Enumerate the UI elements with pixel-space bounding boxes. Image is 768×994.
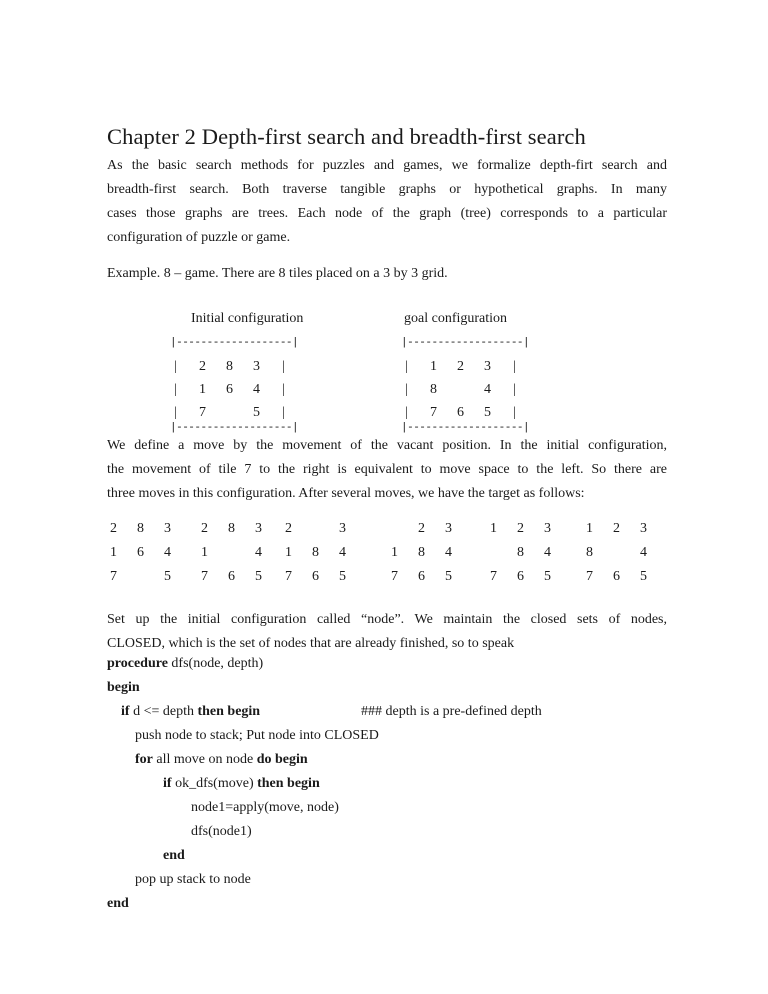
tile: 5 — [484, 405, 491, 420]
tile: 7 — [199, 405, 206, 420]
code-keyword: if — [121, 704, 130, 719]
grid-border-top: |-------------------| — [401, 337, 530, 349]
seq-tile: 6 — [312, 569, 319, 584]
intro-paragraph — [107, 154, 667, 250]
seq-tile: 5 — [544, 569, 551, 584]
seq-tile: 4 — [164, 545, 171, 560]
seq-tile: 2 — [201, 521, 208, 536]
seq-tile: 3 — [164, 521, 171, 536]
seq-tile: 8 — [517, 545, 524, 560]
grid-bar-right: | — [282, 382, 285, 397]
code-line — [163, 776, 320, 792]
code-line: pop up stack to node — [135, 872, 251, 887]
code-keyword: procedure — [107, 656, 168, 671]
move-paragraph — [107, 434, 667, 506]
code-keyword: then begin — [197, 704, 261, 719]
seq-tile: 1 — [110, 545, 117, 560]
seq-tile: 7 — [490, 569, 497, 584]
intro-line: breadth-first search. Both traverse tangible graphs or hypothetical graphs. In many — [107, 182, 667, 197]
seq-tile: 5 — [445, 569, 452, 584]
move-line: three moves in this configuration. After several moves, we have the target as follows: — [107, 486, 585, 501]
code-text: dfs(node, depth) — [167, 656, 264, 671]
seq-tile: 5 — [640, 569, 647, 584]
seq-tile: 2 — [613, 521, 620, 536]
code-line: node1=apply(move, node) — [191, 800, 339, 815]
tile: 6 — [226, 382, 233, 397]
tile: 2 — [457, 359, 464, 374]
seq-tile: 3 — [445, 521, 452, 536]
seq-tile: 4 — [255, 545, 262, 560]
seq-tile: 3 — [339, 521, 346, 536]
example-line: Example. 8 – game. There are 8 tiles placed on a 3 by 3 grid. — [107, 266, 448, 281]
grid-bar-left: | — [405, 359, 408, 374]
code-keyword: then begin — [257, 776, 320, 791]
seq-tile: 2 — [285, 521, 292, 536]
seq-tile: 7 — [285, 569, 292, 584]
code-line — [107, 656, 263, 672]
goal-config-label: goal configuration — [404, 311, 508, 326]
seq-tile: 1 — [391, 545, 398, 560]
intro-line: configuration of puzzle or game. — [107, 230, 291, 245]
seq-tile: 8 — [228, 521, 235, 536]
grid-bar-left: | — [405, 382, 408, 397]
tile: 1 — [199, 382, 206, 397]
code-keyword: do begin — [256, 752, 308, 767]
code-keyword: for — [135, 752, 153, 767]
seq-tile: 6 — [517, 569, 524, 584]
seq-tile: 8 — [137, 521, 144, 536]
seq-tile: 7 — [586, 569, 593, 584]
code-line: push node to stack; Put node into CLOSED — [135, 728, 379, 743]
grid-border-bottom: |-------------------| — [401, 422, 530, 434]
grid-bar-left: | — [405, 405, 408, 420]
seq-tile: 3 — [255, 521, 262, 536]
seq-tile: 8 — [312, 545, 319, 560]
seq-tile: 1 — [586, 521, 593, 536]
seq-tile: 6 — [228, 569, 235, 584]
grid-bar-right: | — [282, 359, 285, 374]
tile: 8 — [226, 359, 233, 374]
intro-line: cases those graphs are trees. Each node of the graph (tree) corresponds to a particular — [107, 206, 667, 221]
seq-tile: 1 — [285, 545, 292, 560]
code-text: ok_dfs(move) — [171, 776, 258, 791]
seq-tile: 2 — [517, 521, 524, 536]
seq-tile: 3 — [640, 521, 647, 536]
grid-bar-left: | — [174, 405, 177, 420]
tile: 2 — [199, 359, 206, 374]
setup-paragraph — [107, 608, 667, 656]
seq-tile: 6 — [613, 569, 620, 584]
seq-tile: 1 — [490, 521, 497, 536]
seq-tile: 2 — [110, 521, 117, 536]
code-text: all move on node — [152, 752, 257, 767]
code-keyword: end — [163, 848, 185, 863]
grid-bar-left: | — [174, 359, 177, 374]
code-keyword: end — [107, 896, 129, 911]
setup-line: CLOSED, which is the set of nodes that are already finished, so to speak — [107, 636, 515, 651]
seq-tile: 4 — [445, 545, 452, 560]
tile: 1 — [430, 359, 437, 374]
code-line — [107, 680, 140, 696]
grid-bar-right: | — [513, 405, 516, 420]
grid-border-bottom: |-------------------| — [170, 422, 299, 434]
seq-tile: 8 — [586, 545, 593, 560]
code-line: dfs(node1) — [191, 824, 252, 839]
intro-line: As the basic search methods for puzzles and games, we formalize depth-firt search and — [107, 158, 667, 173]
tile: 8 — [430, 382, 437, 397]
seq-tile: 4 — [544, 545, 551, 560]
tile: 7 — [430, 405, 437, 420]
move-line: the movement of tile 7 to the right is equivalent to move space to the left. So there are — [107, 462, 667, 477]
seq-tile: 5 — [164, 569, 171, 584]
grid-bar-left: | — [174, 382, 177, 397]
seq-tile: 1 — [201, 545, 208, 560]
code-keyword: begin — [107, 680, 140, 695]
tile: 4 — [484, 382, 491, 397]
seq-tile: 7 — [110, 569, 117, 584]
initial-config-label: Initial configuration — [191, 311, 304, 326]
seq-tile: 3 — [544, 521, 551, 536]
seq-tile: 5 — [255, 569, 262, 584]
tile: 5 — [253, 405, 260, 420]
move-line: We define a move by the movement of the vacant position. In the initial configuration, — [107, 438, 667, 453]
seq-tile: 4 — [640, 545, 647, 560]
tile: 6 — [457, 405, 464, 420]
seq-tile: 8 — [418, 545, 425, 560]
page-title: Chapter 2 Depth-first search and breadth-first search — [107, 124, 586, 149]
seq-tile: 4 — [339, 545, 346, 560]
grid-bar-right: | — [513, 382, 516, 397]
grid-border-top: |-------------------| — [170, 337, 299, 349]
seq-tile: 5 — [339, 569, 346, 584]
setup-line: Set up the initial configuration called “node”. We maintain the closed sets of nodes, — [107, 612, 667, 627]
seq-tile: 2 — [418, 521, 425, 536]
code-keyword: if — [163, 776, 172, 791]
seq-tile: 6 — [418, 569, 425, 584]
seq-tile: 7 — [201, 569, 208, 584]
tile: 3 — [253, 359, 260, 374]
code-comment: ### depth is a pre-defined depth — [361, 704, 542, 719]
seq-tile: 6 — [137, 545, 144, 560]
grid-bar-right: | — [282, 405, 285, 420]
code-line — [121, 704, 260, 720]
code-text: d <= depth — [129, 704, 198, 719]
tile: 3 — [484, 359, 491, 374]
tile: 4 — [253, 382, 260, 397]
grid-bar-right: | — [513, 359, 516, 374]
code-line — [135, 752, 308, 768]
seq-tile: 7 — [391, 569, 398, 584]
